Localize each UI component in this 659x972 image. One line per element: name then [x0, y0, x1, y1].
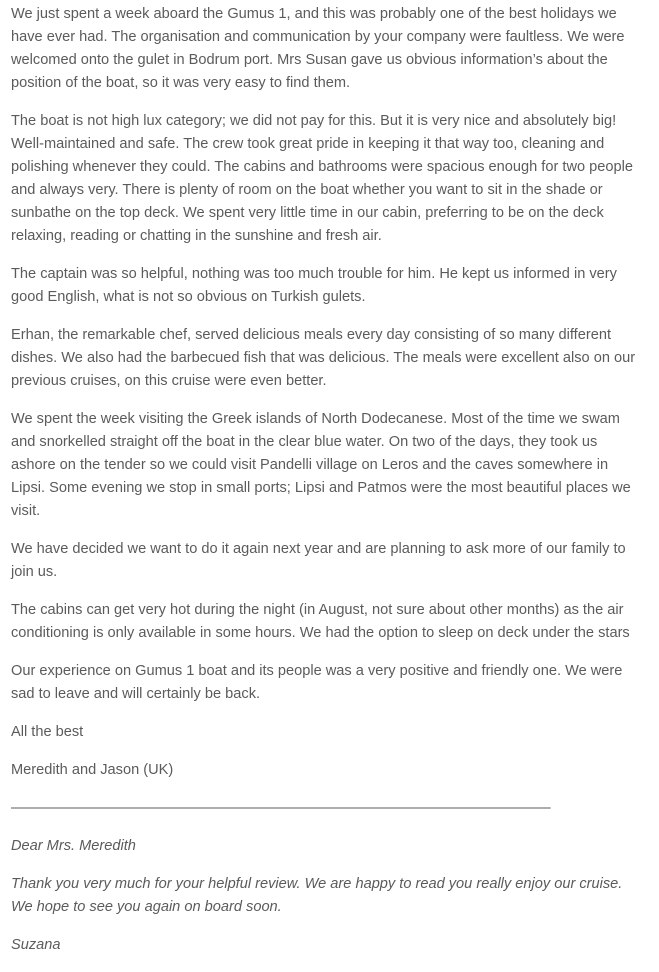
- reply-greeting: Dear Mrs. Meredith: [11, 838, 136, 854]
- review-paragraph: We just spent a week aboard the Gumus 1, and this was probably one of the best holidays we have ever had. The organisation and communication by your company were faultless. We were welcomed onto the gulet in Bodrum port. Mrs Susan gave us obvious information’s about the position of the boat, so it was very easy to find them.: [11, 6, 625, 91]
- review-paragraph: The captain was so helpful, nothing was too much trouble for him. He kept us informed in very good English, what is not so obvious on Turkish gulets.: [11, 266, 617, 305]
- review-paragraph: The cabins can get very hot during the night (in August, not sure about other months) as the air conditioning is only available in some hours. We had the option to sleep on deck under the stars: [11, 602, 630, 641]
- reply-signature: Suzana: [11, 937, 61, 953]
- review-paragraph: Our experience on Gumus 1 boat and its people was a very positive and friendly one. We were sad to leave and will certainly be back.: [11, 663, 623, 702]
- review-closing: All the best: [11, 724, 84, 740]
- review-signature: Meredith and Jason (UK): [11, 762, 174, 778]
- section-divider: ——————————————————————————————————————: [11, 800, 551, 816]
- review-paragraph: We spent the week visiting the Greek islands of North Dodecanese. Most of the time we swam and snorkelled straight off the boat in the clear blue water. On two of the days, they took us ashore on the tender so we could visit Pandelli village on Leros and the caves somewhere in Lipsi. Some evening we stop in small ports; Lipsi and Patmos were the most beautiful places we visit.: [11, 411, 631, 519]
- review-paragraph: Erhan, the remarkable chef, served delicious meals every day consisting of so many different dishes. We also had the barbecued fish that was delicious. The meals were excellent also on our previous cruises, on this cruise were even better.: [11, 327, 636, 389]
- reply-body: Thank you very much for your helpful review. We are happy to read you really enjoy our cruise. We hope to see you again on board soon.: [11, 876, 623, 915]
- review-paragraph: The boat is not high lux category; we did not pay for this. But it is very nice and absolutely big! Well-maintained and safe. The crew took great pride in keeping it that way too, cleaning and polishing whenever they could. The cabins and bathrooms were spacious enough for two people and always very. There is plenty of room on the boat whether you want to sit in the shade or sunbathe on the top deck. We spent very little time in our cabin, preferring to be on the deck relaxing, reading or chatting in the sunshine and fresh air.: [11, 113, 633, 244]
- review-paragraph: We have decided we want to do it again next year and are planning to ask more of our family to join us.: [11, 541, 626, 580]
- review-article: [11, 3, 639, 972]
